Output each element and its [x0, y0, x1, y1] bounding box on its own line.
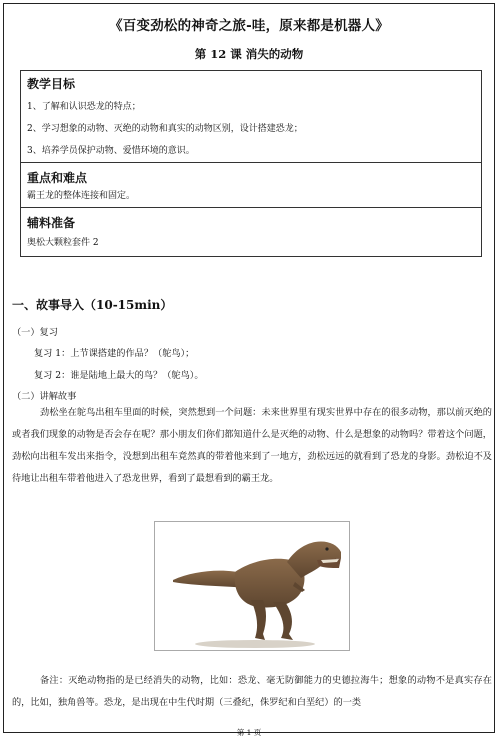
- materials-text: 奥松大颗粒套件 2: [27, 238, 99, 248]
- materials-heading: 辅料准备: [27, 216, 76, 230]
- t-rex-illustration: [155, 522, 350, 651]
- lesson-title: 第 12 课 消失的动物: [194, 47, 304, 61]
- document-title: 《百变劲松的神奇之旅-哇，原来都是机器人》: [109, 18, 389, 34]
- dinosaur-image: [154, 521, 350, 651]
- info-table: [20, 70, 482, 257]
- document-page: [3, 3, 495, 737]
- key-points-heading: 重点和难点: [27, 171, 88, 185]
- goal-item: 1、了解和认识恐龙的特点；: [27, 102, 141, 112]
- goals-heading: 教学目标: [27, 77, 76, 91]
- key-points-text: 霸王龙的整体连接和固定。: [27, 191, 136, 201]
- goal-item: 2、学习想象的动物、灭绝的动物和真实的动物区别，设计搭建恐龙；: [27, 124, 303, 134]
- review-item: 复习 2：谁是陆地上最大的鸟？（鸵鸟）。: [34, 370, 204, 381]
- review-item: 复习 1：上节课搭建的作品？（鸵鸟）；: [34, 348, 195, 359]
- story-heading: （二）讲解故事: [12, 391, 77, 402]
- story-paragraph: 劲松坐在鸵鸟出租车里面的时候，突然想到一个问题：未来世界里有现实世界中存在的很多动物，那以前灭绝的或者我们现象的动物是否会存在呢？那小朋友们你们都知道什么是灭绝的动物、什么是想象的动物吗？带着这个问题，劲松向出租车发出来指令，没想到出租车竟然真的带着他来到了一地方，劲松远远的就看到了恐龙的身影。劲松迫不及待地让出租车带着他进入了恐龙世界，看到了最想看到的霸王龙。: [12, 407, 492, 484]
- page-number: 第 1 页: [236, 728, 262, 737]
- section-heading: 一、故事导入（10-15min）: [12, 298, 173, 312]
- review-heading: （一）复习: [12, 327, 58, 338]
- goal-item: 3、培养学员保护动物、爱惜环境的意识。: [27, 146, 195, 156]
- note-paragraph: 备注：灭绝动物指的是已经消失的动物，比如：恐龙、毫无防御能力的史德拉海牛；想象的动物不是真实存在的，比如，独角兽等。恐龙，是出现在中生代时期（三叠纪，侏罗纪和白垩纪）的一类: [12, 675, 492, 708]
